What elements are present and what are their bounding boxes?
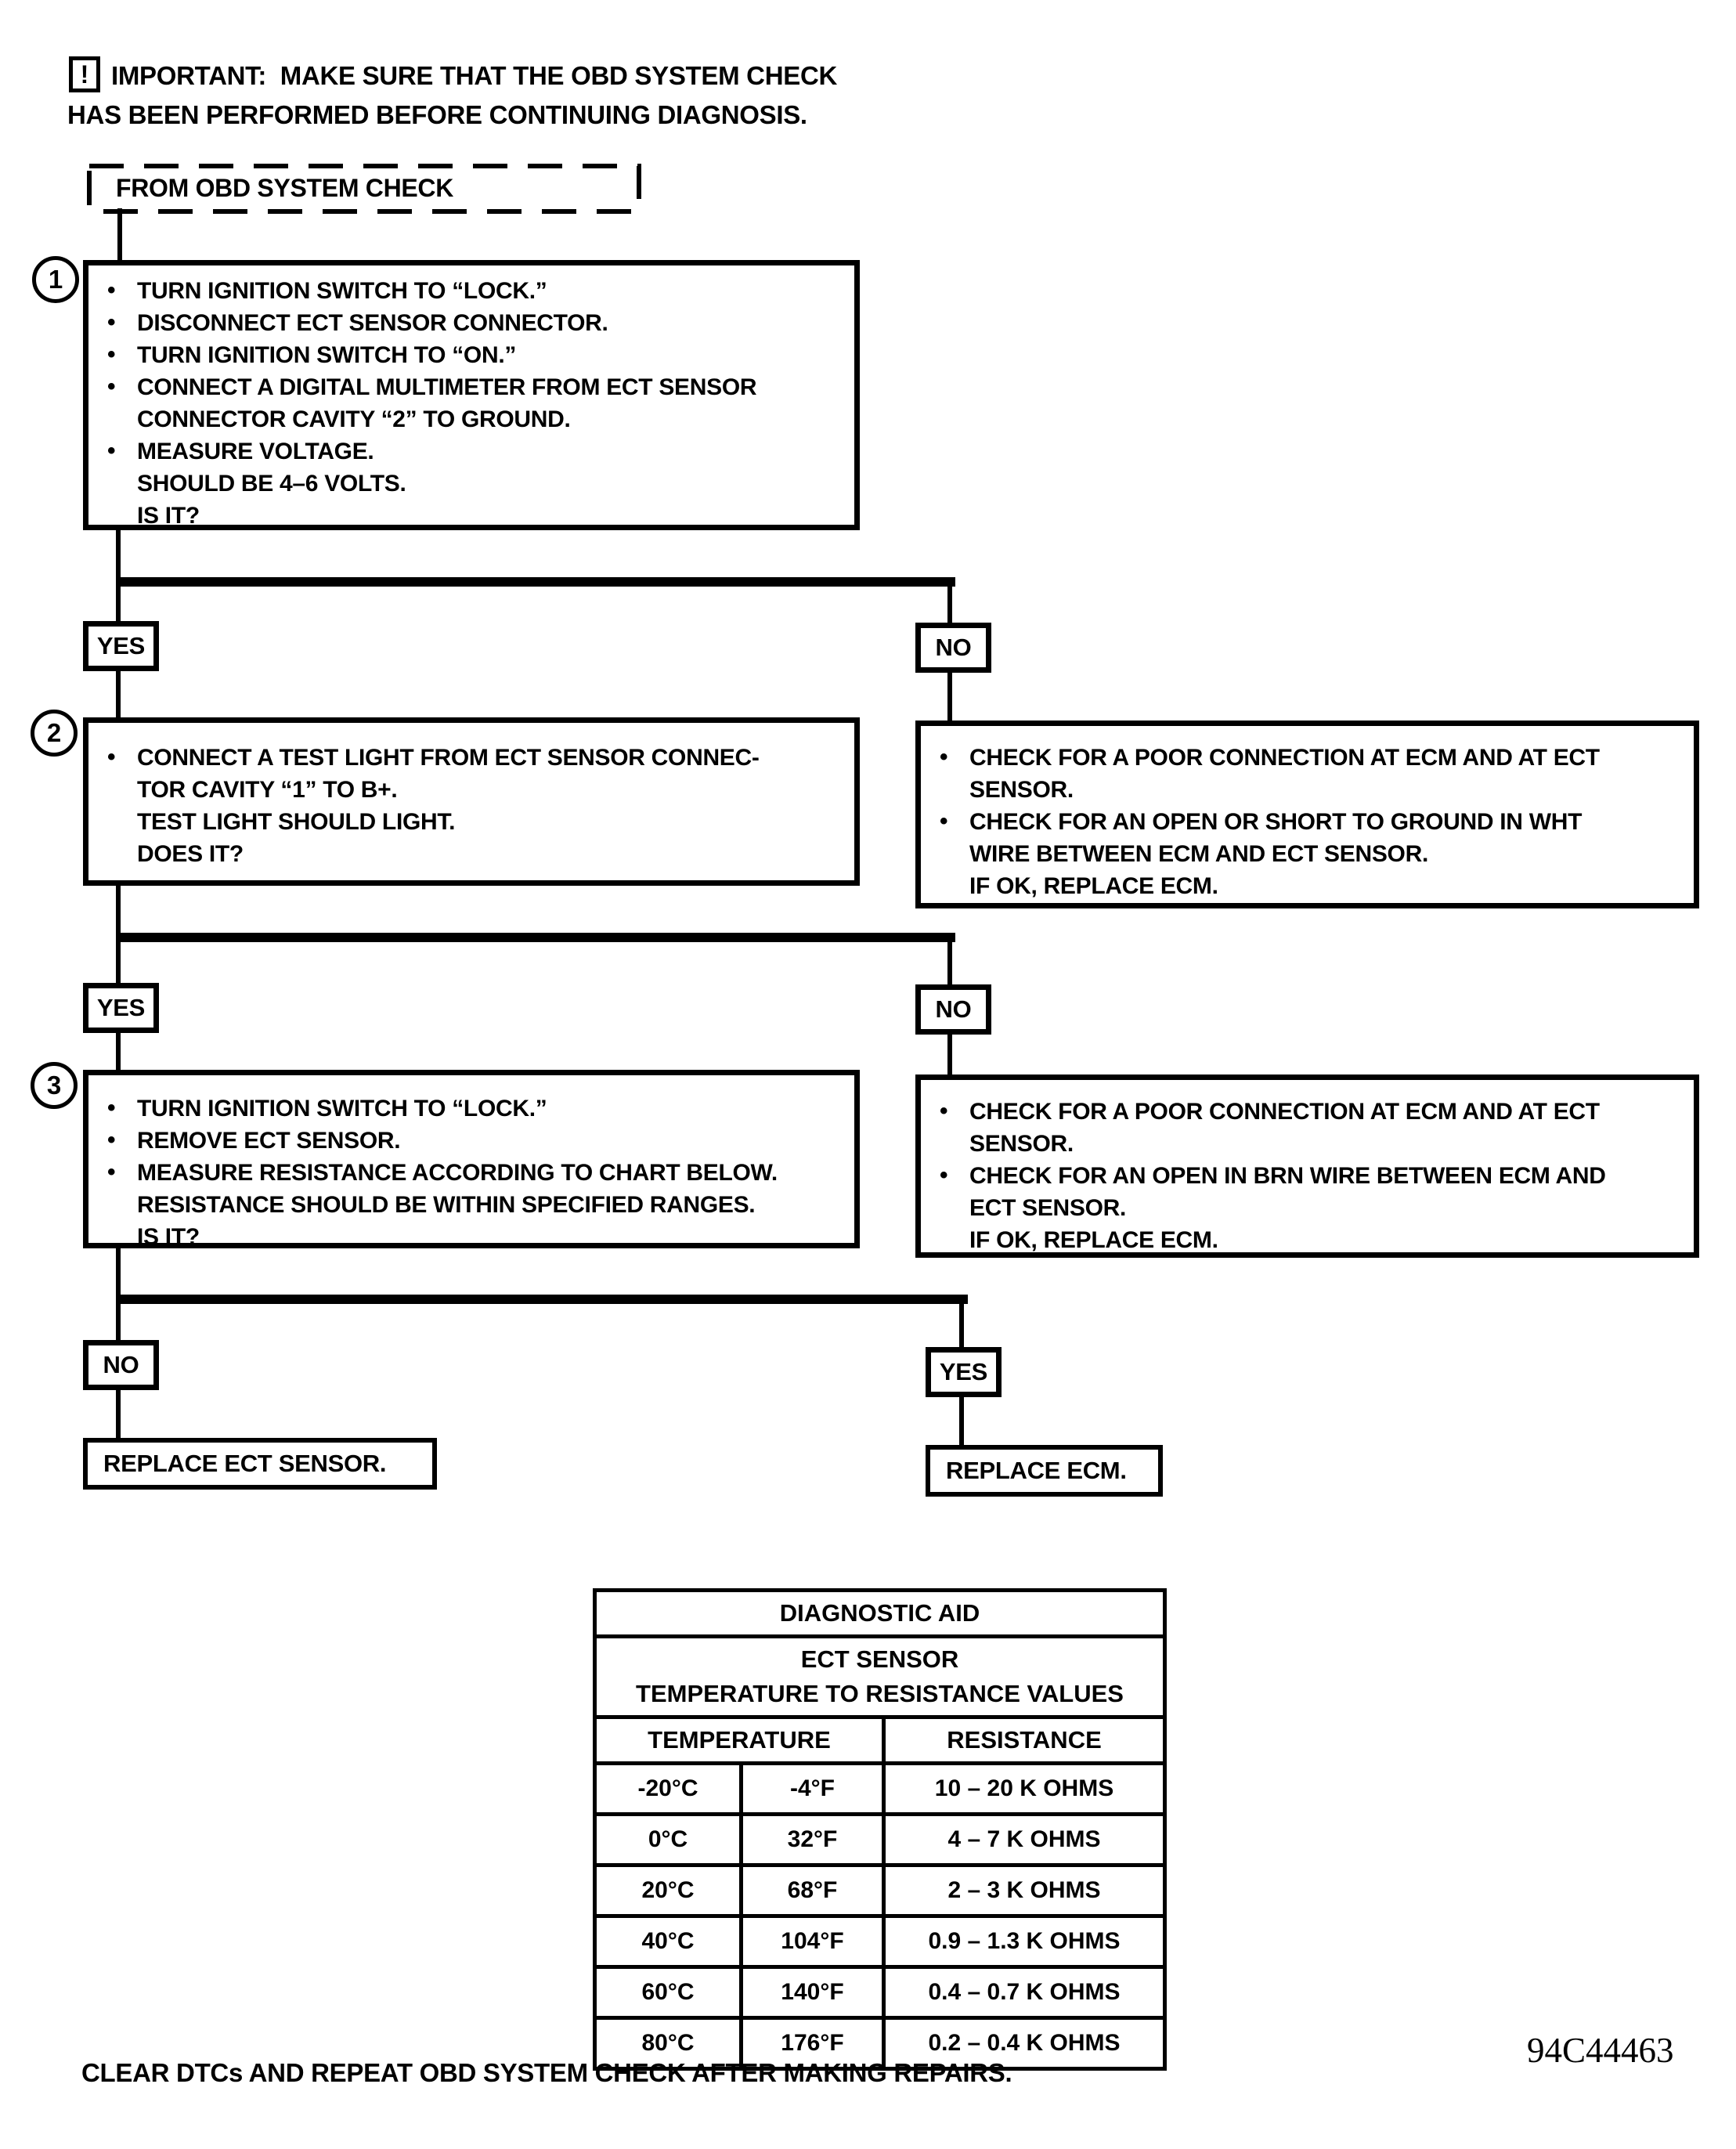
branch1-yes-tag: YES — [83, 621, 159, 671]
line-text: ECT SENSOR. — [969, 1195, 1127, 1221]
table-subtitle-line2: TEMPERATURE TO RESISTANCE VALUES — [636, 1680, 1124, 1707]
table-cell: 104°F — [742, 1916, 884, 1967]
connector-no2-to-check2 — [947, 1033, 952, 1074]
table-cell: 10 – 20 K OHMS — [884, 1764, 1165, 1815]
continuation-line — [921, 1128, 1687, 1160]
line-text: IS IT? — [137, 1224, 200, 1250]
line-text: CHECK FOR AN OPEN IN BRN WIRE BETWEEN ECM AND — [969, 1163, 1606, 1189]
table-cell: 32°F — [742, 1815, 884, 1865]
step-number-2 — [31, 710, 78, 757]
table-cell: 20°C — [595, 1865, 742, 1916]
exclamation-glyph: ! — [80, 60, 89, 88]
table-subtitle-row — [595, 1637, 1165, 1717]
branch1-horizontal-line — [116, 577, 955, 587]
bullet-line — [921, 806, 1687, 838]
table-cell: 68°F — [742, 1865, 884, 1916]
table-body — [595, 1764, 1165, 2069]
line-text: TURN IGNITION SWITCH TO “ON.” — [137, 342, 517, 368]
table-row — [595, 1865, 1165, 1916]
replace-ect-sensor-box: REPLACE ECT SENSOR. — [83, 1438, 437, 1490]
column-header-temperature: TEMPERATURE — [595, 1717, 884, 1764]
bullet-line — [921, 742, 1687, 774]
step-3-digit: 3 — [46, 1071, 62, 1100]
branch1-left-drop-line — [116, 529, 121, 623]
table-cell: -4°F — [742, 1764, 884, 1815]
branch2-horizontal-line — [116, 933, 955, 942]
continuation-line — [921, 838, 1687, 870]
line-text: CONNECT A DIGITAL MULTIMETER FROM ECT SENSOR — [137, 374, 757, 400]
line-text: DOES IT? — [137, 841, 244, 867]
continuation-line — [88, 806, 848, 838]
continuation-line — [921, 1224, 1687, 1256]
continuation-line — [921, 1192, 1687, 1224]
table-cell: 0.2 – 0.4 K OHMS — [884, 2018, 1165, 2069]
continuation-line — [88, 774, 848, 806]
bullet-line — [88, 307, 848, 339]
table-cell: 2 – 3 K OHMS — [884, 1865, 1165, 1916]
document-number: 94C44463 — [1527, 2031, 1674, 2070]
column-header-resistance: RESISTANCE — [884, 1717, 1165, 1764]
branch2-yes-tag: YES — [83, 983, 159, 1033]
bullet-line — [88, 371, 848, 403]
table-row — [595, 1815, 1165, 1865]
important-note-line2: HAS BEEN PERFORMED BEFORE CONTINUING DIAGNOSIS. — [67, 100, 807, 129]
table-row — [595, 1764, 1165, 1815]
line-text: IF OK, REPLACE ECM. — [969, 873, 1218, 899]
bullet-line — [88, 1093, 848, 1125]
line-text: SENSOR. — [969, 1131, 1074, 1157]
diagnostic-aid-table — [593, 1588, 1167, 2071]
table-title: DIAGNOSTIC AID — [595, 1591, 1165, 1637]
line-text: MEASURE VOLTAGE. — [137, 439, 374, 464]
line-text: CHECK FOR A POOR CONNECTION AT ECM AND AT ECT — [969, 1099, 1600, 1125]
bullet-line — [921, 1160, 1687, 1192]
line-text: TEST LIGHT SHOULD LIGHT. — [137, 809, 456, 835]
start-node-label: FROM OBD SYSTEM CHECK — [116, 174, 454, 202]
branch3-no-tag: NO — [83, 1340, 159, 1390]
table-title-row — [595, 1591, 1165, 1637]
table-cell: 0.9 – 1.3 K OHMS — [884, 1916, 1165, 1967]
continuation-line — [88, 1221, 848, 1253]
connector-no1-to-check1 — [947, 671, 952, 722]
connector-start-to-step1 — [117, 208, 122, 263]
line-text: CONNECT A TEST LIGHT FROM ECT SENSOR CONNEC- — [137, 745, 760, 771]
branch3-yes-tag: YES — [926, 1347, 1002, 1397]
line-text: IS IT? — [137, 503, 200, 529]
replace-ecm-box: REPLACE ECM. — [926, 1445, 1163, 1497]
table-row — [595, 1967, 1165, 2018]
connector-yes3-to-replace-ecm — [959, 1397, 964, 1445]
line-text: SENSOR. — [969, 777, 1074, 803]
continuation-line — [921, 774, 1687, 806]
table-column-header-row — [595, 1717, 1165, 1764]
step-1-box — [83, 260, 860, 530]
check-box-1 — [915, 721, 1699, 908]
line-text: MEASURE RESISTANCE ACCORDING TO CHART BELOW. — [137, 1160, 778, 1186]
table-cell: 176°F — [742, 2018, 884, 2069]
bullet-line — [88, 275, 848, 307]
important-exclamation-icon — [69, 56, 100, 92]
table-cell: 40°C — [595, 1916, 742, 1967]
branch2-right-drop-line — [947, 942, 952, 986]
line-text: WIRE BETWEEN ECM AND ECT SENSOR. — [969, 841, 1428, 867]
connector-yes2-to-step3 — [116, 1031, 121, 1070]
table-cell: -20°C — [595, 1764, 742, 1815]
footer-note: CLEAR DTCs AND REPEAT OBD SYSTEM CHECK AFTER MAKING REPAIRS. — [81, 2058, 1012, 2087]
line-text: RESISTANCE SHOULD BE WITHIN SPECIFIED RANGES. — [137, 1192, 756, 1218]
continuation-line — [88, 468, 848, 500]
step-1-digit: 1 — [48, 265, 63, 294]
important-note-line1: IMPORTANT: MAKE SURE THAT THE OBD SYSTEM CHECK — [111, 61, 838, 90]
connector-no3-to-replace-ect — [116, 1390, 121, 1438]
step-2-box — [83, 717, 860, 886]
step-number-1 — [32, 256, 79, 303]
branch2-no-tag: NO — [915, 984, 991, 1035]
line-text: CONNECTOR CAVITY “2” TO GROUND. — [137, 406, 571, 432]
table-cell: 60°C — [595, 1967, 742, 2018]
continuation-line — [921, 870, 1687, 902]
table-row — [595, 1916, 1165, 1967]
table-cell: 0.4 – 0.7 K OHMS — [884, 1967, 1165, 2018]
table-subtitle-line1: ECT SENSOR — [800, 1645, 959, 1673]
table-subtitle — [595, 1637, 1165, 1717]
branch3-right-drop-line — [959, 1304, 964, 1347]
line-text: REMOVE ECT SENSOR. — [137, 1128, 401, 1154]
bullet-line — [88, 1125, 848, 1157]
branch1-no-tag: NO — [915, 623, 991, 673]
continuation-line — [88, 500, 848, 532]
line-text: CHECK FOR A POOR CONNECTION AT ECM AND AT ECT — [969, 745, 1600, 771]
line-text: DISCONNECT ECT SENSOR CONNECTOR. — [137, 310, 608, 336]
bullet-line — [88, 339, 848, 371]
continuation-line — [88, 838, 848, 870]
bullet-line — [921, 1096, 1687, 1128]
bullet-line — [88, 1157, 848, 1189]
branch1-right-drop-line — [947, 587, 952, 624]
branch3-horizontal-line — [116, 1295, 968, 1304]
continuation-line — [88, 1189, 848, 1221]
bullet-line — [88, 742, 848, 774]
continuation-line — [88, 403, 848, 435]
bullet-line — [88, 435, 848, 468]
line-text: CHECK FOR AN OPEN OR SHORT TO GROUND IN WHT — [969, 809, 1583, 835]
step-3-box — [83, 1070, 860, 1248]
table-cell: 0°C — [595, 1815, 742, 1865]
table-cell: 4 – 7 K OHMS — [884, 1815, 1165, 1865]
table-cell: 140°F — [742, 1967, 884, 2018]
line-text: TURN IGNITION SWITCH TO “LOCK.” — [137, 278, 547, 304]
table-cell: 80°C — [595, 2018, 742, 2069]
line-text: IF OK, REPLACE ECM. — [969, 1227, 1218, 1253]
line-text: TURN IGNITION SWITCH TO “LOCK.” — [137, 1096, 547, 1121]
step-number-3 — [31, 1062, 78, 1109]
line-text: TOR CAVITY “1” TO B+. — [137, 777, 398, 803]
line-text: SHOULD BE 4–6 VOLTS. — [137, 471, 406, 497]
step-2-digit: 2 — [46, 718, 62, 747]
connector-yes1-to-step2 — [116, 670, 121, 719]
check-box-2 — [915, 1074, 1699, 1258]
